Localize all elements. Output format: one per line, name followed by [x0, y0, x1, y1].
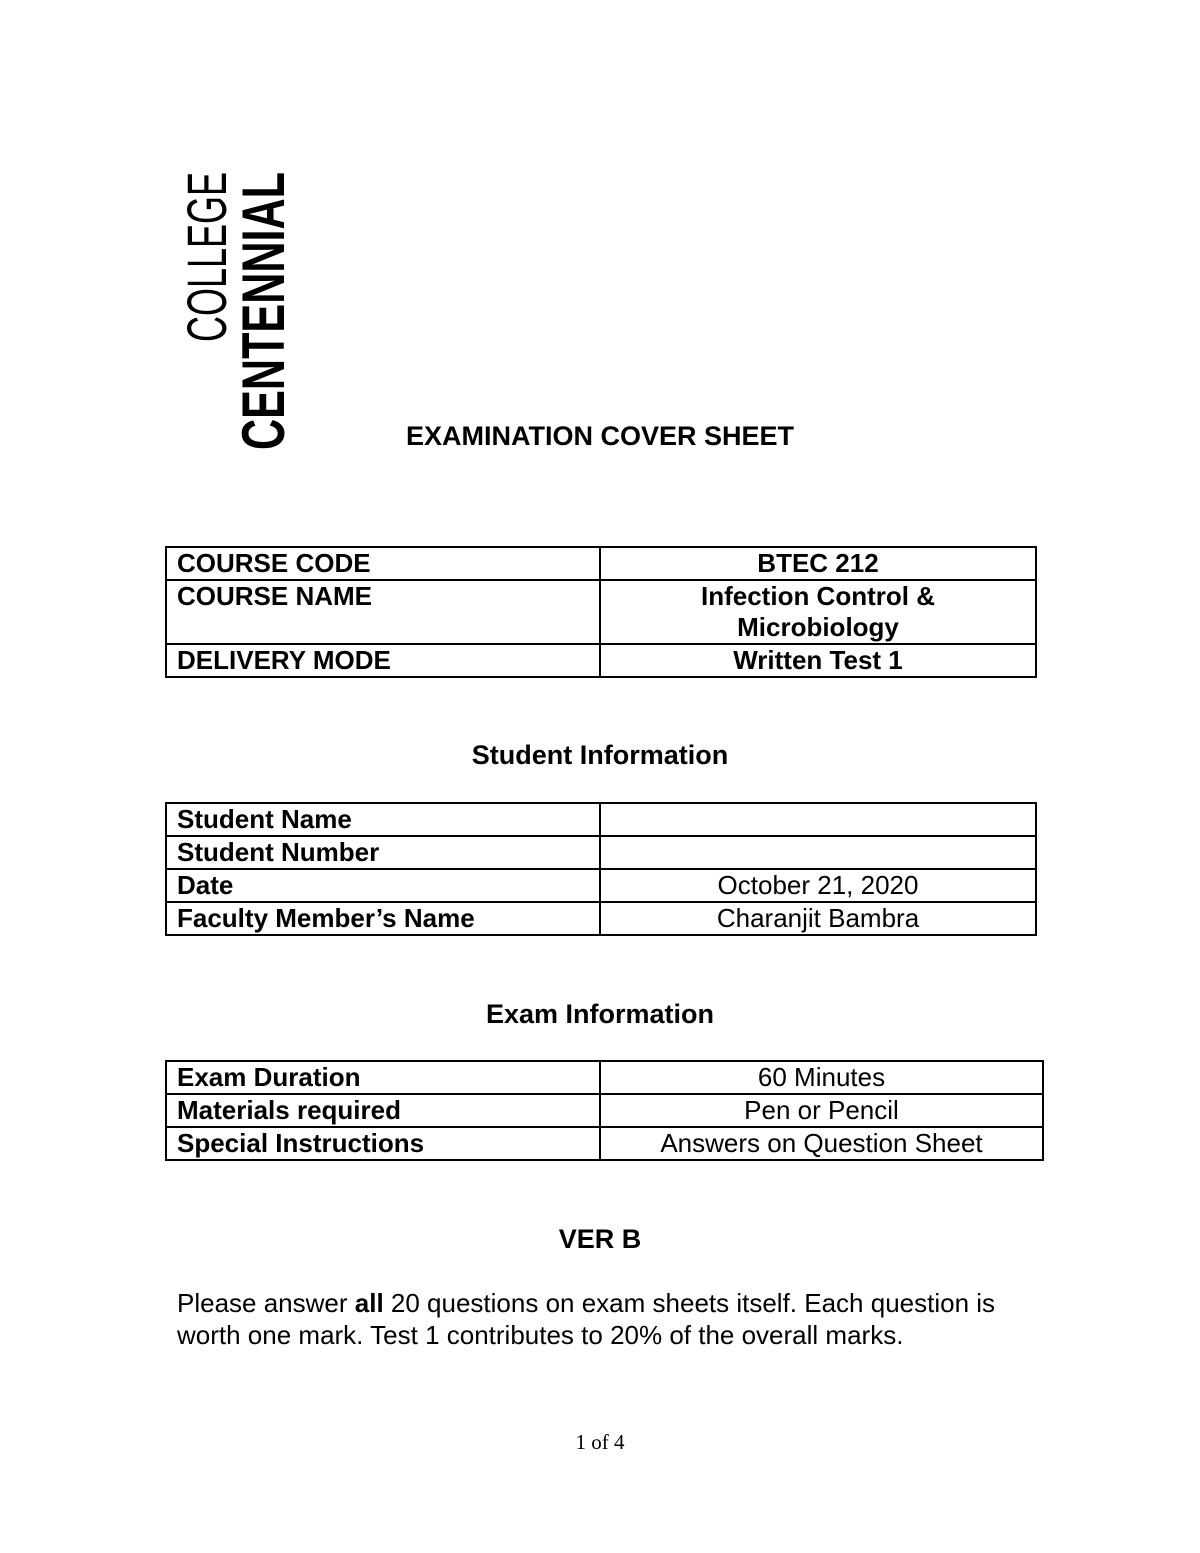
course-name-line: Infection Control & — [701, 581, 935, 611]
date-value: October 21, 2020 — [600, 869, 1036, 902]
faculty-name-label: Faculty Member’s Name — [166, 902, 600, 935]
delivery-mode-value: Written Test 1 — [600, 644, 1036, 677]
table-row — [166, 1127, 1043, 1160]
course-name-label: COURSE NAME — [166, 580, 600, 644]
faculty-name-value: Charanjit Bambra — [600, 902, 1036, 935]
logo-college-text: COLLEGE — [175, 77, 238, 342]
materials-required-label: Materials required — [166, 1094, 600, 1127]
page-number: 1 of 4 — [575, 1430, 625, 1454]
student-number-field — [600, 836, 1036, 869]
materials-required-value: Pen or Pencil — [600, 1094, 1043, 1127]
course-table — [165, 546, 1037, 678]
student-name-label: Student Name — [166, 803, 600, 836]
instructions-paragraph — [177, 1287, 1057, 1351]
student-name-field — [600, 803, 1036, 836]
table-row — [166, 1094, 1043, 1127]
table-row — [166, 803, 1036, 836]
delivery-mode-label: DELIVERY MODE — [166, 644, 600, 677]
table-row — [166, 869, 1036, 902]
table-row — [166, 836, 1036, 869]
student-information-heading: Student Information — [471, 740, 729, 770]
course-name-line: Microbiology — [737, 612, 899, 642]
exam-duration-label: Exam Duration — [166, 1061, 600, 1094]
special-instructions-value: Answers on Question Sheet — [600, 1127, 1043, 1160]
student-table — [165, 802, 1037, 936]
special-instructions-label: Special Instructions — [166, 1127, 600, 1160]
page-title: EXAMINATION COVER SHEET — [405, 421, 795, 451]
exam-duration-value: 60 Minutes — [600, 1061, 1043, 1094]
centennial-college-logo — [118, 63, 297, 455]
table-row — [166, 547, 1036, 580]
course-code-label: COURSE CODE — [166, 547, 600, 580]
exam-information-heading: Exam Information — [485, 999, 715, 1029]
exam-table — [165, 1060, 1044, 1161]
version-label: VER B — [558, 1224, 642, 1254]
table-row — [166, 644, 1036, 677]
table-row — [166, 902, 1036, 935]
date-label: Date — [166, 869, 600, 902]
instructions-text: 20 questions on exam sheets itself. Each question is worth one mark. Test 1 contributes to 20% of the overall marks. — [177, 1288, 996, 1350]
table-row — [166, 580, 1036, 644]
instructions-emphasis: all — [354, 1288, 384, 1318]
table-row — [166, 1061, 1043, 1094]
logo-centennial-text: CENTENNIAL — [230, 63, 297, 450]
instructions-text: Please answer — [177, 1288, 355, 1318]
student-number-label: Student Number — [166, 836, 600, 869]
course-code-value: BTEC 212 — [600, 547, 1036, 580]
course-name-value — [600, 580, 1036, 644]
